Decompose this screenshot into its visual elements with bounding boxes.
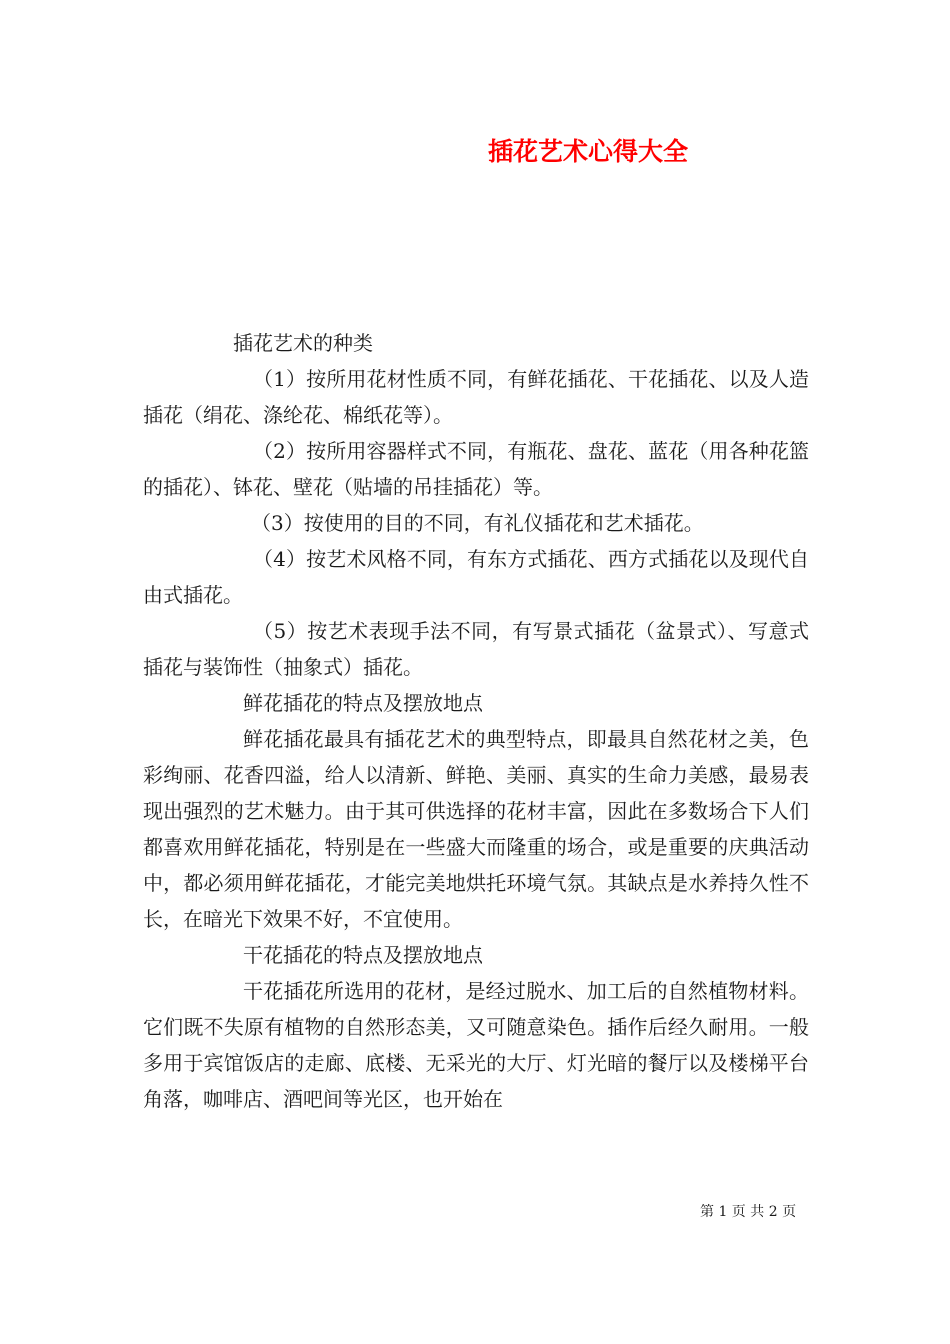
document-body [143, 325, 809, 1117]
paragraph-type-3: （3）按使用的目的不同，有礼仪插花和艺术插花。 [251, 511, 704, 535]
paragraph-dried-flowers: 干花插花所选用的花材，是经过脱水、加工后的自然植物材料。它们既不失原有植物的自然形态美，又可随意染色。插作后经久耐用。一般多用于宾馆饭店的走廊、底楼、无采光的大厅、灯光暗的餐厅以及楼梯平台角落，咖啡店、酒吧间等光区，也开始在 [143, 979, 809, 1111]
section-heading-fresh-flowers: 鲜花插花的特点及摆放地点 [243, 691, 483, 715]
section-heading-types: 插花艺术的种类 [233, 331, 373, 355]
page-number-footer: 第 1 页 共 2 页 [700, 1204, 797, 1220]
section-heading-dried-flowers: 干花插花的特点及摆放地点 [243, 943, 483, 967]
paragraph-type-4: （4）按艺术风格不同，有东方式插花、西方式插花以及现代自由式插花。 [143, 547, 809, 607]
paragraph-type-5: （5）按艺术表现手法不同，有写景式插花（盆景式）、写意式插花与装饰性（抽象式）插花。 [143, 619, 809, 679]
title-block [488, 134, 698, 170]
paragraph-fresh-flowers: 鲜花插花最具有插花艺术的典型特点，即最具自然花材之美，色彩绚丽、花香四溢，给人以清新、鲜艳、美丽、真实的生命力美感，最易表现出强烈的艺术魅力。由于其可供选择的花材丰富，因此在多数场合下人们都喜欢用鲜花插花，特别是在一些盛大而隆重的场合，或是重要的庆典活动中，都必须用鲜花插花，才能完美地烘托环境气氛。其缺点是水养持久性不长，在暗光下效果不好，不宜使用。 [143, 727, 809, 931]
paragraph-type-2: （2）按所用容器样式不同，有瓶花、盘花、蓝花（用各种花篮的插花）、钵花、壁花（贴墙的吊挂插花）等。 [143, 439, 809, 499]
paragraph-type-1: （1）按所用花材性质不同，有鲜花插花、干花插花、以及人造插花（绢花、涤纶花、棉纸花等）。 [143, 367, 809, 427]
page-title: 插花艺术心得大全 [488, 137, 689, 166]
